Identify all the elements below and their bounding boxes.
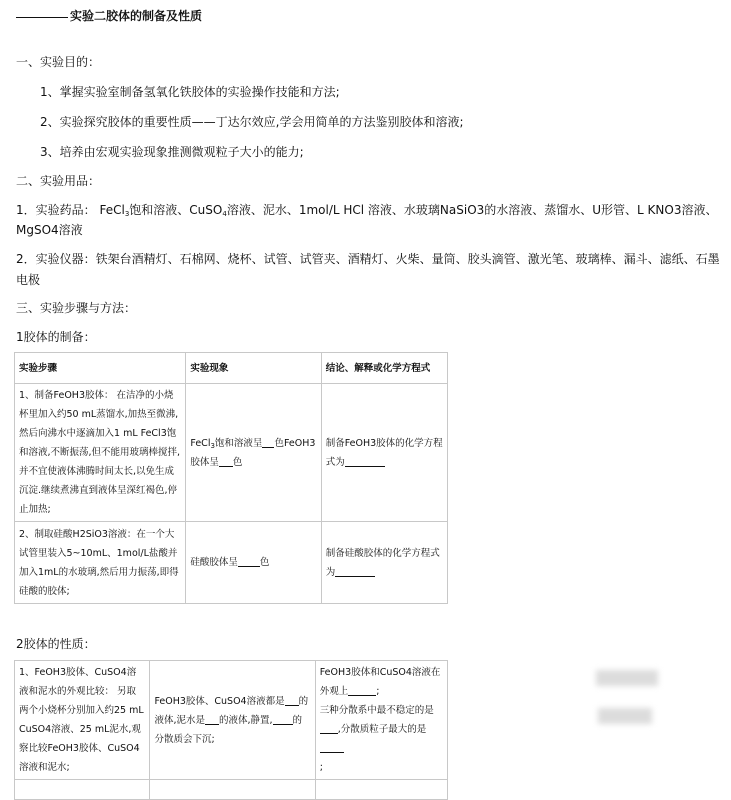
purpose-item-2: 2、实验探究胶体的重要性质——丁达尔效应,学会用简单的方法鉴别胶体和溶液; — [40, 115, 464, 129]
blank-line — [262, 435, 274, 448]
subsection-preparation-heading: 1胶体的制备： — [16, 330, 96, 344]
title-underline — [16, 17, 68, 18]
preparation-table — [14, 352, 448, 604]
subsection-properties-heading: 2胶体的性质： — [16, 637, 96, 651]
section-steps-heading: 三、实验步骤与方法： — [16, 301, 137, 315]
step-cell: 1、制备FeOH3胶体： 在洁净的小烧杯里加入约50 mL蒸馏水,加热至微沸,然后向沸水中逐滴加入1 mL FeCl3饱和溶液,不断振荡,但不能用玻璃棒搅拌,并不宜使液体沸腾时间太长,以免生成沉淀.继续煮沸直到液体呈深红褐色,停止加热; — [15, 384, 186, 522]
reagents-cuso-sub: 4 — [222, 210, 227, 218]
header-phenomenon: 实验现象 — [186, 353, 321, 384]
phenomenon-cell: FeCl$_3$饱和溶液呈 色FeOH3胶体呈 色 — [186, 384, 321, 522]
reagents-rest: 溶液、泥水、1mol/L HCl 溶液、水玻璃NaSiO3的水溶液、蒸馏水、U形管、L KNO3溶液、 — [226, 203, 718, 217]
blank-line — [320, 740, 344, 753]
blurred-watermark — [598, 708, 652, 724]
table-row — [15, 661, 448, 780]
reagents-fecl: FeCl — [99, 203, 125, 217]
reagents-label: 1．实验药品： — [16, 203, 96, 217]
document-title — [16, 8, 202, 24]
blurred-watermark — [596, 670, 658, 686]
reagents-fecl-sub: 3 — [124, 210, 130, 218]
blank-line — [205, 712, 219, 725]
conclusion-cell: FeOH3胶体和CuSO4溶液在外观上 ; 三种分散系中最不稳定的是,分散质粒子最大的是 ; — [315, 661, 447, 780]
table-header-row — [15, 353, 448, 384]
conclusion-cell — [315, 780, 447, 800]
purpose-item-3: 3、培养由宏观实验现象推测微观粒子大小的能力; — [40, 145, 304, 159]
conclusion-cell: 制备硅酸胶体的化学方程式为 — [321, 522, 447, 604]
blank-line — [348, 683, 376, 696]
instruments-line-1: 2．实验仪器：铁架台酒精灯、石棉网、烧杯、试管、试管夹、酒精灯、火柴、量筒、胶头滴管、激光笔、玻璃棒、漏斗、滤纸、石墨 — [16, 252, 720, 266]
section-purpose-heading: 一、实验目的： — [16, 55, 101, 69]
conclusion-cell: 制备FeOH3胶体的化学方程式为 — [321, 384, 447, 522]
instruments-line-2: 电极 — [16, 273, 41, 287]
step-cell — [15, 780, 150, 800]
phenomenon-cell: FeOH3胶体、CuSO4溶液都是 的液体,泥水是 的液体,静置, 的分散质会下沉; — [150, 661, 315, 780]
table-row — [15, 522, 448, 604]
blank-line — [238, 554, 260, 567]
step-cell: 2、制取硅酸H2SiO3溶液：在一个大试管里装入5~10mL、1mol/L盐酸并加入1mL的水玻璃,然后用力振荡,即得硅酸的胶体; — [15, 522, 186, 604]
reagents-mid: 饱和溶液、CuSO — [129, 203, 223, 217]
phenomenon-cell: 硅酸胶体呈 色 — [186, 522, 321, 604]
purpose-item-1: 1、掌握实验室制备氢氧化铁胶体的实验操作技能和方法; — [40, 85, 340, 99]
header-conclusion: 结论、解释或化学方程式 — [321, 353, 447, 384]
blank-line — [285, 693, 299, 706]
blank-line — [219, 454, 233, 467]
blank-line — [335, 564, 375, 577]
table-row — [15, 384, 448, 522]
table-row — [15, 780, 448, 800]
reagents-line-1 — [16, 202, 717, 218]
section-materials-heading: 二、实验用品： — [16, 174, 101, 188]
phenomenon-cell — [150, 780, 315, 800]
blank-line — [345, 454, 385, 467]
properties-table — [14, 660, 448, 800]
reagents-line-2: MgSO4溶液 — [16, 223, 83, 237]
header-step: 实验步骤 — [15, 353, 186, 384]
step-cell: 1、FeOH3胶体、CuSO4溶液和泥水的外观比较： 另取两个小烧杯分别加入约25 mL CuSO4溶液、25 mL泥水,观察比较FeOH3胶体、CuSO4溶液和泥水; — [15, 661, 150, 780]
blank-line — [273, 712, 293, 725]
title-text: 实验二胶体的制备及性质 — [70, 9, 203, 23]
blank-line — [320, 721, 338, 734]
